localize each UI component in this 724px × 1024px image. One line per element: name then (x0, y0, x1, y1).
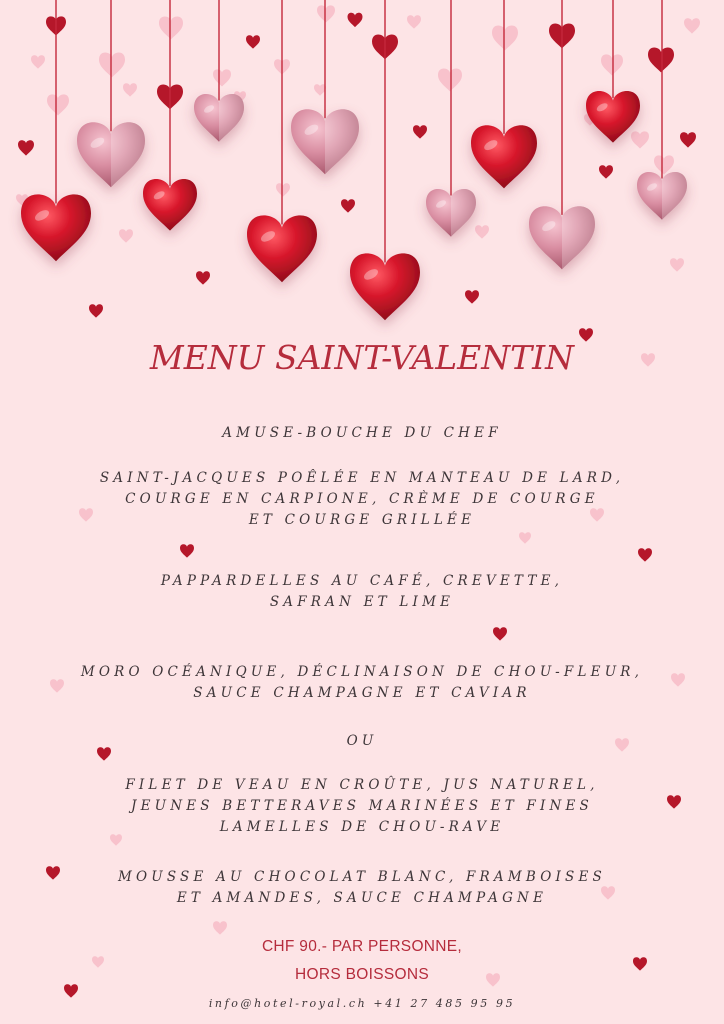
small-pink-heart-icon (213, 921, 227, 934)
price-note: HORS BOISSONS (295, 966, 429, 983)
small-red-heart-icon (465, 290, 479, 303)
small-pink-heart-icon (475, 225, 489, 238)
course-pappardelles (0, 571, 724, 613)
red-heart-icon (21, 194, 91, 261)
small-pink-heart-icon (670, 258, 684, 271)
course-line: ET AMANDES, SAUCE CHAMPAGNE (176, 890, 548, 906)
small-pink-heart-icon (601, 54, 623, 75)
course-moro (0, 662, 724, 704)
pink-heart-icon (529, 206, 595, 269)
small-red-heart-icon (348, 13, 363, 27)
course-line: SAUCE CHAMPAGNE ET CAVIAR (193, 685, 531, 701)
small-red-heart-icon (341, 199, 355, 212)
small-pink-heart-icon (99, 52, 125, 77)
small-pink-heart-icon (438, 68, 462, 91)
course-line: LAMELLES DE CHOU-RAVE (219, 819, 505, 835)
small-red-heart-icon (89, 304, 103, 317)
small-red-heart-icon (680, 132, 696, 147)
small-red-heart-icon (246, 35, 260, 48)
course-line: FILET DE VEAU EN CROÛTE, JUS NATUREL, (125, 777, 599, 793)
pink-heart-icon (194, 94, 244, 142)
pink-heart-icon (426, 189, 476, 237)
course-line: SAFRAN ET LIME (269, 594, 455, 610)
pink-heart-icon (77, 122, 145, 187)
small-pink-heart-icon (314, 84, 326, 95)
small-red-heart-icon (413, 125, 427, 138)
small-pink-heart-icon (213, 69, 231, 86)
course-line: JEUNES BETTERAVES MARINÉES ET FINES (130, 798, 594, 814)
pink-heart-icon (637, 172, 687, 220)
course-line: OU (346, 733, 378, 749)
course-line: ET COURGE GRILLÉE (248, 512, 476, 528)
small-pink-heart-icon (654, 155, 674, 174)
course-saint-jacques (0, 468, 724, 531)
small-red-heart-icon (196, 271, 210, 284)
small-pink-heart-icon (47, 94, 69, 115)
course-amuse-bouche (0, 423, 724, 444)
small-pink-heart-icon (159, 16, 183, 39)
course-line: COURGE EN CARPIONE, CRÈME DE COURGE (125, 491, 599, 507)
price-line: CHF 90.- PAR PERSONNE, (261, 938, 463, 955)
course-line: MORO OCÉANIQUE, DÉCLINAISON DE CHOU-FLEUR, (80, 664, 644, 680)
menu-title: MENU SAINT-VALENTIN (149, 338, 575, 377)
course-line: PAPPARDELLES AU CAFÉ, CREVETTE, (160, 573, 564, 589)
small-red-heart-icon (180, 544, 194, 557)
course-line: MOUSSE AU CHOCOLAT BLANC, FRAMBOISES (117, 869, 607, 885)
small-pink-heart-icon (317, 5, 335, 22)
small-pink-heart-icon (519, 532, 531, 543)
small-pink-heart-icon (631, 131, 649, 148)
pink-heart-icon (291, 109, 359, 174)
small-red-heart-icon (64, 984, 78, 997)
small-pink-heart-icon (684, 18, 700, 33)
course-filet-de-veau (0, 775, 724, 838)
red-heart-icon (471, 125, 537, 188)
red-heart-icon (350, 253, 420, 320)
course-line: AMUSE-BOUCHE DU CHEF (222, 425, 502, 441)
small-pink-heart-icon (492, 25, 518, 50)
small-red-heart-icon (638, 548, 652, 561)
small-pink-heart-icon (31, 55, 45, 68)
small-pink-heart-icon (119, 229, 133, 242)
small-red-heart-icon (648, 47, 674, 72)
small-pink-heart-icon (123, 83, 137, 96)
small-pink-heart-icon (276, 183, 290, 196)
small-red-heart-icon (493, 627, 507, 640)
course-or-separator (0, 731, 724, 752)
red-heart-icon (247, 215, 317, 282)
course-line: SAINT-JACQUES POÊLÉE EN MANTEAU DE LARD, (99, 470, 625, 486)
contact-info: info@hotel-royal.ch +41 27 485 95 95 (208, 997, 516, 1010)
red-heart-icon (143, 179, 197, 231)
small-red-heart-icon (599, 165, 613, 178)
small-pink-heart-icon (407, 15, 421, 28)
small-red-heart-icon (18, 140, 34, 155)
course-dessert (0, 867, 724, 909)
